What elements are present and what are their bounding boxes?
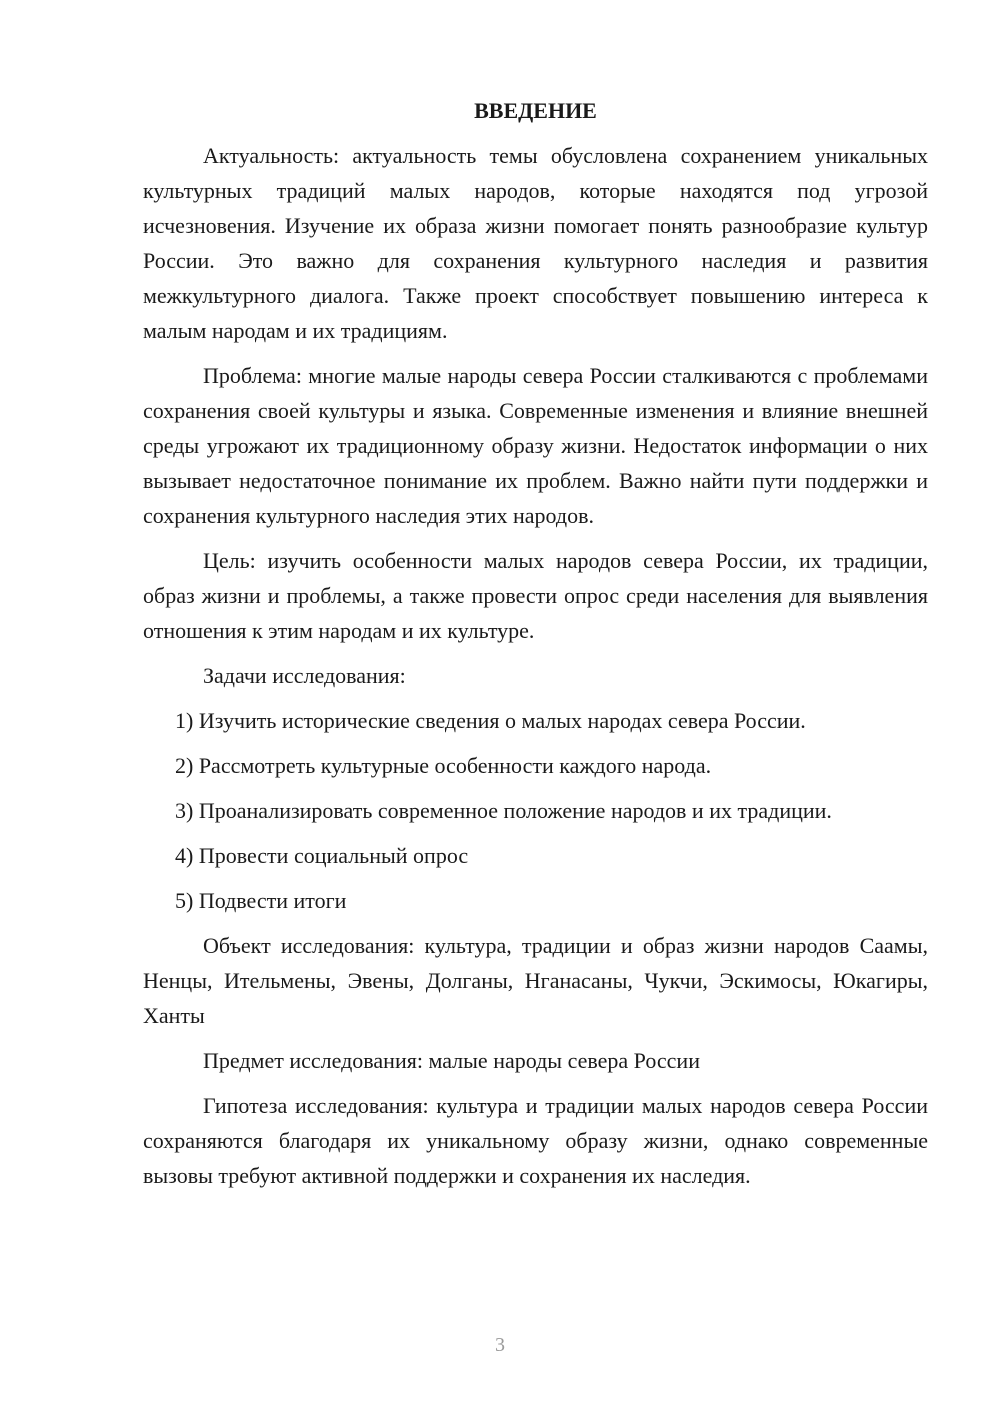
page-content — [143, 93, 928, 1203]
tasks-heading: Задачи исследования: — [203, 663, 406, 688]
task-item: 5) Подвести итоги — [175, 888, 347, 913]
task-item: 3) Проанализировать современное положение народов и их традиции. — [175, 798, 832, 823]
task-item: 2) Рассмотреть культурные особенности каждого народа. — [175, 753, 712, 778]
tasks-list — [143, 703, 928, 918]
goal-paragraph: Цель: изучить особенности малых народов севера России, их традиции, образ жизни и проблемы, а также провести опрос среди населения для выявления отношения к этим народам и их культуре. — [143, 548, 928, 643]
section-title: ВВЕДЕНИЕ — [474, 98, 597, 123]
subject-paragraph: Предмет исследования: малые народы севера России — [203, 1048, 700, 1073]
object-paragraph: Объект исследования: культура, традиции и образ жизни народов Саамы, Ненцы, Ительмены, Эвены, Долганы, Нганасаны, Чукчи, Эскимосы, Юкагиры, Ханты — [143, 933, 928, 1028]
relevance-paragraph: Актуальность: актуальность темы обусловлена сохранением уникальных культурных традиций малых народов, которые находятся под угрозой исчезновения. Изучение их образа жизни помогает понять разнообразие культур России. Это важно для сохранения культурного наследия и развития межкультурного диалога. Также проект способствует повышению интереса к малым народам и их традициям. — [143, 143, 928, 343]
task-item: 4) Провести социальный опрос — [175, 843, 469, 868]
page-number: 3 — [495, 1334, 505, 1356]
task-item: 1) Изучить исторические сведения о малых народах севера России. — [175, 708, 806, 733]
hypothesis-paragraph: Гипотеза исследования: культура и традиции малых народов севера России сохраняются благодаря их уникальному образу жизни, однако современные вызовы требуют активной поддержки и сохранения их наследия. — [143, 1093, 928, 1188]
problem-paragraph: Проблема: многие малые народы севера России сталкиваются с проблемами сохранения своей культуры и языка. Современные изменения и влияние внешней среды угрожают их традиционному образу жизни. Недостаток информации о них вызывает недостаточное понимание их проблем. Важно найти пути поддержки и сохранения культурного наследия этих народов. — [143, 363, 928, 528]
